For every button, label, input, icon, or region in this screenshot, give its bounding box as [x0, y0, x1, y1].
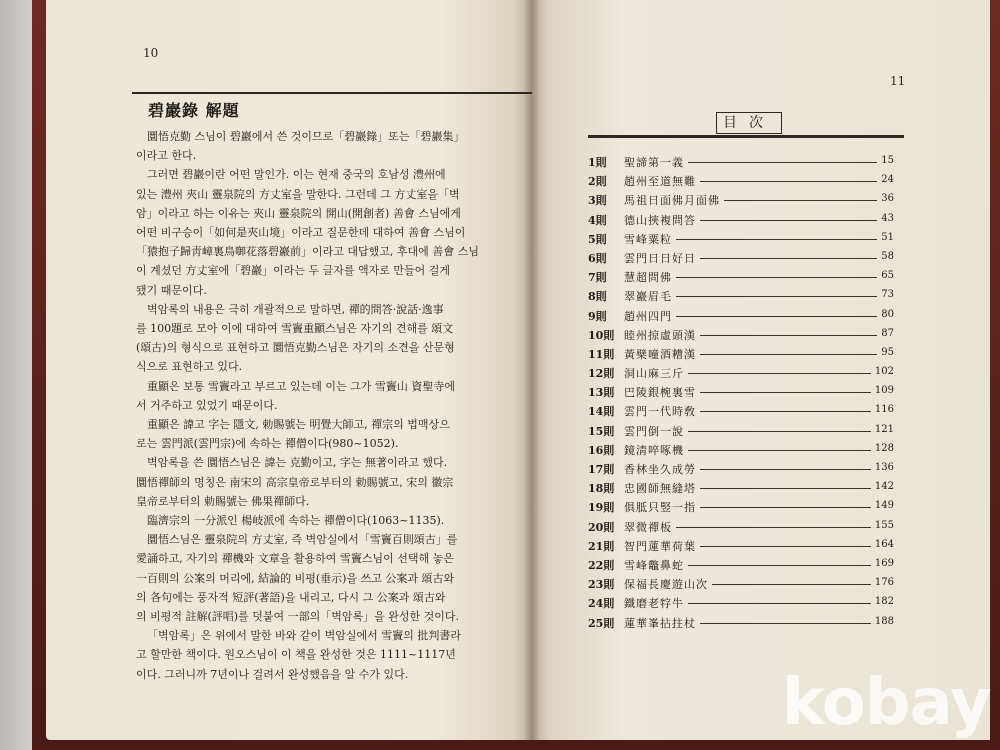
- toc-leader-line: [676, 296, 877, 297]
- section-heading: 碧巖錄 解題: [148, 101, 240, 120]
- toc-entry: [588, 555, 908, 574]
- toc-entry-number: 20則: [588, 520, 615, 534]
- toc-entry-number: 13則: [588, 386, 615, 400]
- toc-entry: [588, 152, 908, 171]
- toc-leader-line: [700, 220, 877, 221]
- toc-entry: [588, 190, 908, 209]
- toc-leader-line: [700, 469, 871, 470]
- toc-entry-page: 24: [881, 174, 894, 186]
- toc-entry: [588, 306, 908, 325]
- toc-entry-number: 12則: [588, 367, 615, 381]
- toc-leader-line: [700, 546, 871, 547]
- toc-entry: [588, 536, 908, 555]
- left-body-text: [136, 127, 512, 684]
- toc-entry-title: 鐵磨老牸牛: [624, 597, 684, 611]
- toc-entry-page: 51: [881, 231, 894, 243]
- toc-leader-line: [676, 316, 877, 317]
- toc-entry-page: 136: [874, 462, 894, 473]
- toc-entry-page: 149: [874, 500, 894, 512]
- toc-entry-title: 翠巖眉毛: [624, 290, 672, 304]
- toc-entry-number: 15則: [588, 424, 615, 438]
- toc-entry-page: 116: [874, 404, 894, 416]
- toc-leader-line: [688, 431, 871, 432]
- body-line: 重顯은 보통 雪竇라고 부르고 있는데 이는 그가 雪竇山 資聖寺에: [147, 379, 455, 393]
- toc-entry-title: 趙州四門: [624, 309, 672, 323]
- toc-entry-number: 2則: [588, 175, 607, 189]
- toc-entry-page: 65: [881, 270, 894, 282]
- toc-entry-number: 10則: [588, 328, 615, 342]
- body-line: 그러면 碧巖이란 어떤 말인가. 이는 현재 중국의 호남성 澧州에: [147, 168, 446, 182]
- toc-entry: [588, 517, 908, 536]
- body-line: 어떤 비구승이「如何是夾山境」이라고 질문한데 대하여 善會 스님이: [136, 226, 466, 240]
- toc-entry-number: 25則: [588, 616, 615, 630]
- toc-entry: [588, 613, 908, 632]
- toc-entry-title: 趙州至道無難: [624, 175, 696, 189]
- toc-entry-title: 雲門一代時敎: [624, 405, 696, 419]
- toc-entry-title: 俱胝只竪一指: [624, 501, 696, 515]
- toc-entry-page: 128: [874, 442, 894, 454]
- toc-entry: [588, 421, 908, 440]
- toc-leader-line: [700, 392, 871, 393]
- toc-rule: [588, 135, 904, 138]
- toc-entry-page: 121: [874, 423, 894, 435]
- toc-leader-line: [700, 181, 877, 182]
- toc-entry-number: 16則: [588, 443, 615, 457]
- toc-entry-title: 睦州掠虛頭漢: [624, 328, 696, 342]
- toc-entry-page: 15: [881, 155, 894, 166]
- toc-entry-number: 19則: [588, 501, 615, 515]
- body-line: 를 100題로 모아 이에 대하여 雪竇重顯스님은 자기의 견해를 頌文: [136, 322, 454, 336]
- toc-entry-title: 巴陵銀椀裏雪: [624, 386, 696, 400]
- toc-entry-number: 3則: [588, 194, 607, 208]
- toc-entry: [588, 593, 908, 612]
- body-line: 벽암록의 내용은 극히 개괄적으로 말하면, 禪的問答·說話·逸事: [147, 302, 444, 316]
- toc-entry: [588, 210, 908, 229]
- toc-entry-number: 7則: [588, 271, 607, 285]
- toc-entry: [588, 459, 908, 478]
- toc-entry-page: 95: [881, 346, 894, 358]
- toc-entry: [588, 171, 908, 190]
- toc-entry-number: 22則: [588, 558, 615, 572]
- toc-leader-line: [724, 200, 877, 201]
- left-page-number: 10: [143, 46, 159, 60]
- toc-entry-number: 6則: [588, 251, 607, 265]
- toc-entry-page: 176: [874, 577, 894, 589]
- book-spine-shadow: [524, 0, 540, 740]
- toc-entry-page: 109: [874, 385, 894, 397]
- toc-entry-number: 4則: [588, 213, 607, 227]
- toc-entry: [588, 574, 908, 593]
- toc-entry-title: 翠微禪板: [624, 520, 672, 534]
- toc-entry-number: 18則: [588, 482, 615, 496]
- toc-entry-title: 蓮華峯拈拄杖: [624, 616, 696, 630]
- toc-entry-title: 黃檗噇酒糟漢: [624, 347, 696, 361]
- toc-entry-page: 87: [881, 327, 894, 339]
- toc-leader-line: [700, 258, 877, 259]
- toc-entry-title: 保福長慶遊山次: [624, 578, 708, 592]
- toc-entry-title: 忠國師無縫塔: [624, 482, 696, 496]
- toc-entry: [588, 344, 908, 363]
- toc-leader-line: [676, 277, 877, 278]
- toc-leader-line: [688, 603, 871, 604]
- watermark-logo: kobay: [782, 666, 991, 740]
- body-line: 고 할만한 책이다. 원오스님이 이 책을 완성한 것은 1111~1117년: [136, 648, 456, 662]
- toc-leader-line: [688, 162, 877, 163]
- toc-entry-page: 164: [874, 538, 894, 550]
- toc-entry: [588, 248, 908, 267]
- body-line: 「벽암록」은 위에서 말한 바와 같이 벽암실에서 雪竇의 批判書라: [147, 629, 461, 643]
- body-line: 이다. 그러니까 7년이나 걸려서 완성했음을 알 수가 있다.: [136, 667, 409, 681]
- body-line: 皇帝로부터의 勅賜號는 佛果禪師다.: [136, 494, 310, 508]
- body-line: 됐기 때문이다.: [136, 283, 207, 297]
- toc-leader-line: [700, 488, 871, 489]
- body-line: 圜悟克勤 스님이 碧巖에서 쓴 것이므로「碧巖錄」또는「碧巖集」: [147, 130, 465, 143]
- toc-leader-line: [676, 239, 877, 240]
- toc-entry: [588, 440, 908, 459]
- toc-entry-title: 鏡淸啐啄機: [624, 443, 684, 457]
- toc-entry-page: 73: [881, 289, 894, 301]
- toc-entry-title: 馬祖日面佛月面佛: [624, 194, 720, 208]
- toc-entry-page: 169: [874, 557, 894, 569]
- toc-entry-page: 188: [874, 615, 894, 627]
- toc-entry-title: 洞山麻三斤: [624, 367, 684, 381]
- toc-leader-line: [700, 335, 877, 336]
- toc-entry-title: 德山挾複問答: [624, 213, 696, 227]
- toc-entry: [588, 325, 908, 344]
- toc-entry-number: 24則: [588, 597, 615, 611]
- toc-entry-title: 慧超問佛: [624, 271, 672, 285]
- toc-entry-number: 21則: [588, 539, 615, 553]
- toc-entry-title: 雲門倒一說: [624, 424, 684, 438]
- toc-entry-title: 雪峰粟粒: [624, 232, 672, 246]
- toc-entry-title: 香林坐久成勞: [624, 463, 696, 476]
- body-line: 의 비평적 註解(評唱)를 덧붙여 一部의「벽암록」을 완성한 것이다.: [136, 610, 459, 624]
- toc-leader-line: [688, 373, 871, 374]
- body-line: 이라고 한다.: [136, 149, 197, 163]
- toc-entry-page: 155: [874, 519, 894, 531]
- toc-entry-title: 雪峰鼈鼻蛇: [624, 558, 684, 572]
- toc-leader-line: [700, 623, 871, 624]
- toc-entry-number: 9則: [588, 309, 607, 323]
- toc-entry: [588, 382, 908, 401]
- toc-leader-line: [688, 565, 871, 566]
- toc-entry: [588, 497, 908, 516]
- toc-leader-line: [688, 450, 871, 451]
- body-line: 臨濟宗의 一分派인 楊岐派에 속하는 禪僧이다(1063~1135).: [147, 514, 445, 528]
- toc-entry-number: 17則: [588, 463, 615, 476]
- toc-entry-page: 80: [881, 308, 894, 320]
- toc-entry-title: 智門蓮華荷葉: [624, 539, 696, 553]
- body-line: (頌古)의 형식으로 표현하고 圜悟克勤스님은 자기의 소견을 산문형: [136, 341, 455, 355]
- body-line: 로는 雲門派(雲門宗)에 속하는 禪僧이다(980~1052).: [136, 437, 399, 451]
- toc-entry-page: 43: [881, 212, 894, 224]
- toc-entry-page: 36: [881, 193, 894, 205]
- body-line: 「猿抱子歸靑嶂裏鳥啣花落碧巖前」이라고 대답했고, 후대에 善會 스님: [136, 245, 479, 259]
- body-line: 암」이라고 하는 이유는 夾山 靈泉院의 開山(開創者) 善會 스님에게: [136, 206, 461, 220]
- toc-entry-title: 雲門日日好日: [624, 251, 696, 265]
- toc-entry: [588, 401, 908, 420]
- toc-entry-page: 142: [874, 481, 894, 493]
- body-line: 이 계셨던 方丈室에「碧巖」이라는 두 글자를 액자로 만들어 걸게: [136, 264, 450, 278]
- table-of-contents: [588, 152, 908, 632]
- body-line: 一百則의 公案의 머리에, 結論的 비평(垂示)을 쓰고 公案과 頌古와: [136, 571, 455, 585]
- body-line: 의 各句에는 풍자적 短評(著語)을 내리고, 다시 그 公案과 頌古와: [136, 590, 446, 604]
- toc-entry-number: 8則: [588, 290, 607, 304]
- toc-entry-number: 5則: [588, 232, 607, 246]
- toc-leader-line: [700, 411, 871, 412]
- body-line: 서 거주하고 있었기 때문이다.: [136, 398, 278, 412]
- toc-entry-number: 11則: [588, 347, 615, 361]
- toc-entry-number: 14則: [588, 405, 615, 419]
- toc-entry: [588, 229, 908, 248]
- toc-entry: [588, 363, 908, 382]
- body-line: 圜悟禪師의 명칭은 南宋의 高宗皇帝로부터의 勅賜號고, 宋의 徽宗: [136, 475, 454, 489]
- toc-entry-title: 聖諦第一義: [624, 156, 684, 169]
- toc-entry-page: 102: [874, 366, 894, 378]
- toc-leader-line: [700, 354, 877, 355]
- toc-entry-number: 1則: [588, 156, 607, 169]
- body-line: 있는 澧州 夾山 靈泉院의 方丈室을 말한다. 그런데 그 方丈室을「벽: [136, 187, 460, 201]
- toc-leader-line: [712, 584, 871, 585]
- toc-leader-line: [700, 507, 871, 508]
- body-line: 식으로 표현하고 있다.: [136, 360, 243, 374]
- toc-entry-page: 182: [874, 596, 894, 608]
- toc-entry-number: 23則: [588, 578, 615, 592]
- right-page-number: 11: [890, 74, 906, 88]
- body-line: 圜悟스님은 靈泉院의 方丈室, 즉 벽암실에서「雪竇百則頌古」를: [147, 533, 458, 547]
- header-rule: [132, 92, 538, 94]
- body-line: 愛誦하고, 자기의 禪機와 文章을 활용하여 雪竇스님이 선택해 놓은: [136, 552, 454, 566]
- toc-entry: [588, 478, 908, 497]
- body-line: 重顯은 諱고 字는 隱文, 勅賜號는 明覺大師고, 禪宗의 법맥상으: [147, 418, 450, 432]
- toc-title: 目次: [716, 112, 782, 134]
- toc-entry: [588, 286, 908, 305]
- toc-entry-page: 58: [881, 250, 894, 262]
- toc-entry: [588, 267, 908, 286]
- body-line: 벽암록을 쓴 圜悟스님은 諱는 克勤이고, 字는 無著이라고 했다.: [147, 456, 448, 470]
- toc-leader-line: [676, 527, 871, 528]
